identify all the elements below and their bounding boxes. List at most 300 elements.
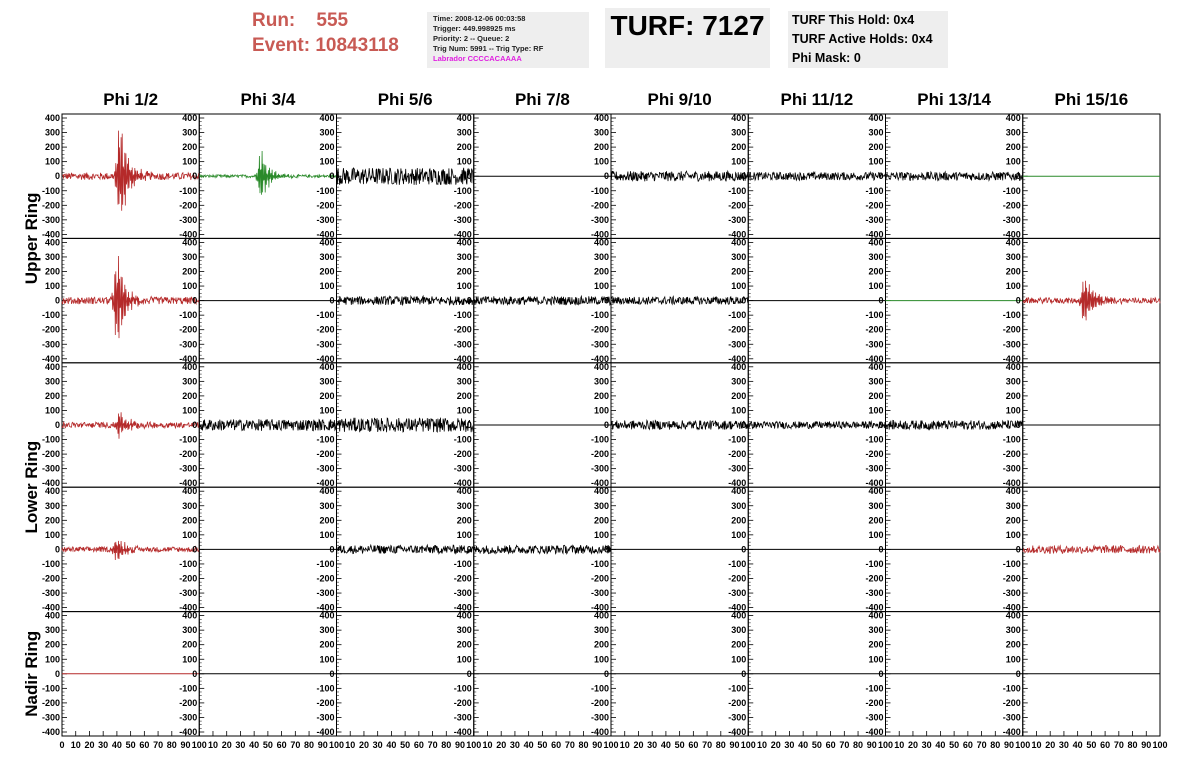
y-tick-label: -100 [41, 310, 60, 321]
waveform-trace [886, 420, 1023, 429]
y-tick-label: -200 [179, 449, 198, 460]
y-tick-label: -200 [41, 449, 60, 460]
y-tick-label: 100 [1005, 156, 1021, 167]
info-trignum: Trig Num: 5991 -- Trig Type: RF [433, 44, 544, 53]
turf-label: TURF: 7127 [610, 10, 765, 41]
y-tick-label: 200 [456, 639, 472, 650]
column-header: Phi 9/10 [647, 90, 712, 109]
y-tick-label: 0 [329, 544, 335, 555]
y-tick-label: -200 [865, 449, 884, 460]
y-tick-label: 400 [44, 113, 60, 123]
y-tick-label: -100 [590, 185, 609, 196]
x-tick-label: 80 [1127, 740, 1138, 750]
x-tick-label: 80 [715, 740, 726, 750]
column-header: Phi 11/12 [780, 90, 854, 109]
y-tick-label: -200 [590, 697, 609, 708]
y-tick-label: 0 [1015, 420, 1021, 430]
y-tick-label: 0 [1015, 544, 1021, 555]
y-tick-label: -400 [728, 229, 747, 240]
y-tick-label: 100 [182, 281, 198, 292]
y-tick-label: 400 [593, 237, 609, 248]
y-tick-label: -200 [316, 697, 335, 708]
y-tick-label: 100 [319, 654, 335, 665]
y-tick-label: 400 [868, 237, 884, 248]
y-tick-label: 300 [319, 500, 335, 511]
y-tick-label: 100 [731, 405, 747, 416]
x-tick-label: 90 [1141, 740, 1152, 750]
waveform-trace [337, 418, 474, 433]
y-tick-label: -300 [41, 339, 60, 350]
y-tick-label: -100 [453, 434, 472, 445]
y-tick-label: 200 [593, 515, 609, 526]
y-tick-label: 0 [329, 420, 335, 430]
y-tick-label: -200 [41, 200, 60, 211]
y-tick-label: -200 [316, 573, 335, 584]
y-tick-label: -400 [316, 478, 335, 489]
y-tick-label: -400 [453, 353, 472, 364]
x-tick-label: 40 [249, 740, 260, 750]
y-tick-label: -300 [316, 214, 335, 225]
y-tick-label: -400 [728, 478, 747, 489]
x-tick-label: 50 [949, 740, 960, 750]
x-tick-label: 60 [825, 740, 836, 750]
waveform-trace [611, 420, 748, 429]
y-tick-label: 300 [456, 625, 472, 636]
y-tick-label: -100 [865, 310, 884, 321]
x-tick-label: 30 [1058, 740, 1069, 750]
y-tick-label: 300 [319, 376, 335, 387]
y-tick-label: 300 [731, 251, 747, 262]
y-tick-label: 300 [456, 376, 472, 387]
y-tick-label: -100 [316, 683, 335, 694]
y-tick-label: 300 [44, 251, 60, 262]
y-tick-label: 400 [731, 113, 747, 123]
y-tick-label: 300 [868, 376, 884, 387]
y-tick-label: 100 [731, 529, 747, 540]
y-tick-label: 200 [319, 142, 335, 153]
y-tick-label: -100 [453, 185, 472, 196]
x-tick-label: 90 [592, 740, 603, 750]
waveform-trace [1023, 281, 1160, 321]
y-tick-label: -400 [41, 353, 60, 364]
y-tick-label: -300 [865, 712, 884, 723]
y-tick-label: -200 [453, 573, 472, 584]
y-tick-label: 200 [593, 639, 609, 650]
waveform-trace [611, 171, 748, 181]
y-tick-label: 200 [182, 142, 198, 153]
y-tick-label: -300 [1002, 588, 1021, 599]
y-tick-label: 300 [868, 500, 884, 511]
event-value: 10843118 [315, 35, 399, 56]
x-tick-label: 20 [1045, 740, 1056, 750]
y-tick-label: -100 [1002, 683, 1021, 694]
y-tick-label: -400 [179, 727, 198, 737]
y-tick-label: -300 [728, 214, 747, 225]
column-header: Phi 7/8 [514, 90, 570, 109]
y-tick-label: 400 [1005, 237, 1021, 248]
y-tick-label: 100 [456, 156, 472, 167]
y-tick-label: -300 [453, 214, 472, 225]
y-tick-label: -100 [728, 683, 747, 694]
y-tick-label: -100 [590, 434, 609, 445]
y-tick-label: -300 [865, 339, 884, 350]
y-tick-label: 0 [878, 420, 884, 430]
y-tick-label: 300 [44, 500, 60, 511]
y-tick-label: 100 [456, 529, 472, 540]
y-tick-label: 0 [54, 171, 60, 182]
y-tick-label: 200 [456, 266, 472, 277]
y-tick-label: 300 [456, 500, 472, 511]
y-tick-label: 0 [329, 668, 335, 679]
x-tick-label: 70 [153, 740, 164, 750]
y-tick-label: 0 [878, 544, 884, 555]
y-tick-label: 100 [44, 405, 60, 416]
y-tick-label: -100 [316, 185, 335, 196]
y-tick-label: -400 [865, 229, 884, 240]
y-tick-label: 200 [182, 266, 198, 277]
y-tick-label: -400 [316, 602, 335, 613]
y-tick-label: -200 [41, 324, 60, 335]
waveform-trace [199, 419, 336, 431]
y-tick-label: 100 [868, 281, 884, 292]
x-tick-label: 30 [235, 740, 246, 750]
y-tick-label: 200 [456, 390, 472, 401]
y-tick-label: -400 [728, 602, 747, 613]
ring-label: Upper Ring [22, 192, 41, 285]
column-header: Phi 15/16 [1054, 90, 1129, 109]
y-tick-label: 300 [319, 625, 335, 636]
y-tick-label: 400 [456, 486, 472, 497]
y-tick-label: 100 [182, 156, 198, 167]
y-tick-label: 300 [1005, 376, 1021, 387]
y-tick-label: 200 [1005, 266, 1021, 277]
y-tick-label: -200 [590, 200, 609, 211]
y-tick-label: 400 [868, 610, 884, 621]
y-tick-label: 200 [593, 266, 609, 277]
y-tick-label: 100 [593, 654, 609, 665]
column-header: Phi 1/2 [103, 90, 159, 109]
y-tick-label: -400 [1002, 727, 1021, 737]
y-tick-label: -100 [316, 558, 335, 569]
y-tick-label: -100 [41, 683, 60, 694]
x-tick-label: 60 [413, 740, 424, 750]
y-tick-label: -300 [728, 463, 747, 474]
y-tick-label: 200 [868, 639, 884, 650]
y-tick-label: -100 [179, 683, 198, 694]
y-tick-label: -100 [728, 434, 747, 445]
y-tick-label: -300 [41, 214, 60, 225]
y-tick-label: -200 [179, 324, 198, 335]
y-tick-label: -400 [453, 229, 472, 240]
y-tick-label: -400 [865, 478, 884, 489]
x-tick-label: 20 [496, 740, 507, 750]
y-tick-label: 100 [319, 281, 335, 292]
x-tick-label: 20 [770, 740, 781, 750]
x-tick-label: 80 [853, 740, 864, 750]
y-tick-label: 0 [466, 295, 472, 306]
y-tick-label: -400 [728, 353, 747, 364]
y-tick-label: 100 [593, 281, 609, 292]
y-tick-label: -400 [453, 478, 472, 489]
x-tick-label: 60 [551, 740, 562, 750]
y-tick-label: 300 [731, 127, 747, 138]
x-tick-label: 100 [877, 740, 894, 750]
x-tick-label: 50 [537, 740, 548, 750]
y-tick-label: -200 [590, 324, 609, 335]
y-tick-label: -100 [1002, 310, 1021, 321]
y-tick-label: 100 [456, 654, 472, 665]
waveform-trace [474, 296, 611, 305]
y-tick-label: 300 [319, 127, 335, 138]
y-tick-label: -100 [1002, 558, 1021, 569]
y-tick-label: -300 [453, 339, 472, 350]
y-tick-label: 0 [603, 420, 609, 430]
y-tick-label: -100 [41, 434, 60, 445]
y-tick-label: -100 [865, 558, 884, 569]
y-tick-label: 0 [1015, 295, 1021, 306]
y-tick-label: 400 [182, 361, 198, 372]
y-tick-label: -100 [1002, 185, 1021, 196]
y-tick-label: 100 [44, 156, 60, 167]
x-tick-label: 30 [647, 740, 658, 750]
y-tick-label: 200 [182, 639, 198, 650]
y-tick-label: -300 [453, 588, 472, 599]
y-tick-label: -200 [590, 573, 609, 584]
x-tick-label: 40 [798, 740, 809, 750]
y-tick-label: -100 [865, 434, 884, 445]
y-tick-label: -300 [41, 463, 60, 474]
y-tick-label: 200 [44, 142, 60, 153]
y-tick-label: -200 [316, 324, 335, 335]
x-tick-label: 10 [756, 740, 767, 750]
y-tick-label: 200 [182, 390, 198, 401]
y-tick-label: -200 [728, 200, 747, 211]
y-tick-label: -200 [316, 449, 335, 460]
y-tick-label: -100 [179, 310, 198, 321]
y-tick-label: -300 [728, 339, 747, 350]
y-tick-label: -200 [865, 324, 884, 335]
y-tick-label: 0 [741, 420, 747, 430]
y-tick-label: -300 [316, 463, 335, 474]
x-tick-label: 100 [603, 740, 619, 750]
y-tick-label: -300 [41, 712, 60, 723]
x-tick-label: 90 [1004, 740, 1015, 750]
waveform-trace [886, 172, 1023, 181]
y-tick-label: -100 [453, 558, 472, 569]
y-tick-label: 200 [731, 266, 747, 277]
y-tick-label: 400 [182, 237, 198, 248]
y-tick-label: -300 [728, 712, 747, 723]
y-tick-label: -300 [179, 712, 198, 723]
y-tick-label: -300 [865, 463, 884, 474]
y-tick-label: 300 [182, 376, 198, 387]
y-tick-label: -400 [590, 602, 609, 613]
y-tick-label: -400 [41, 229, 60, 240]
y-tick-label: 100 [44, 281, 60, 292]
x-tick-label: 90 [729, 740, 740, 750]
x-tick-label: 10 [894, 740, 905, 750]
y-tick-label: 200 [731, 639, 747, 650]
y-tick-label: 0 [603, 171, 609, 182]
y-tick-label: 400 [1005, 113, 1021, 123]
y-tick-label: 0 [192, 295, 198, 306]
y-tick-label: 200 [868, 515, 884, 526]
y-tick-label: -400 [316, 353, 335, 364]
y-tick-label: -100 [865, 185, 884, 196]
waveform-trace [1023, 545, 1160, 553]
y-tick-label: 0 [1015, 171, 1021, 182]
y-tick-label: 0 [878, 668, 884, 679]
y-tick-label: 400 [1005, 361, 1021, 372]
y-tick-label: 400 [456, 361, 472, 372]
y-tick-label: -300 [590, 214, 609, 225]
y-tick-label: 100 [593, 405, 609, 416]
y-tick-label: 200 [319, 390, 335, 401]
y-tick-label: 300 [593, 127, 609, 138]
y-tick-label: 0 [1015, 668, 1021, 679]
y-tick-label: -400 [41, 602, 60, 613]
x-tick-label: 40 [386, 740, 397, 750]
y-tick-label: -300 [316, 712, 335, 723]
y-tick-label: 400 [593, 610, 609, 621]
y-tick-label: 0 [741, 544, 747, 555]
y-tick-label: -100 [1002, 434, 1021, 445]
y-tick-label: 200 [731, 515, 747, 526]
y-tick-label: 400 [319, 486, 335, 497]
y-tick-label: -400 [590, 727, 609, 737]
y-tick-label: -400 [316, 229, 335, 240]
x-tick-label: 60 [962, 740, 973, 750]
x-tick-label: 70 [290, 740, 301, 750]
y-tick-label: 100 [868, 156, 884, 167]
x-tick-label: 80 [166, 740, 177, 750]
y-tick-label: 0 [466, 420, 472, 430]
y-tick-label: 300 [593, 500, 609, 511]
y-tick-label: 0 [741, 668, 747, 679]
y-tick-label: -200 [453, 697, 472, 708]
y-tick-label: 200 [593, 390, 609, 401]
y-tick-label: -100 [179, 434, 198, 445]
y-tick-label: 300 [182, 500, 198, 511]
y-tick-label: 400 [868, 113, 884, 123]
y-tick-label: 400 [44, 610, 60, 621]
y-tick-label: -300 [179, 588, 198, 599]
y-tick-label: 0 [192, 171, 198, 182]
waveform-trace [337, 168, 474, 185]
y-tick-label: 200 [319, 639, 335, 650]
x-tick-label: 60 [1100, 740, 1111, 750]
x-tick-label: 80 [304, 740, 315, 750]
y-tick-label: 200 [1005, 142, 1021, 153]
y-tick-label: 100 [319, 156, 335, 167]
y-tick-label: 0 [878, 171, 884, 182]
y-tick-label: 300 [319, 251, 335, 262]
y-tick-label: 400 [731, 610, 747, 621]
y-tick-label: 300 [593, 376, 609, 387]
y-tick-label: -100 [728, 310, 747, 321]
column-header: Phi 3/4 [240, 90, 296, 109]
y-tick-label: 100 [1005, 281, 1021, 292]
x-tick-label: 60 [276, 740, 287, 750]
y-tick-label: -200 [179, 697, 198, 708]
y-tick-label: -100 [728, 558, 747, 569]
waveform-trace [337, 545, 474, 554]
y-tick-label: 0 [54, 420, 60, 430]
y-tick-label: -300 [316, 588, 335, 599]
phi-mask: Phi Mask: 0 [792, 51, 861, 65]
y-tick-label: 100 [593, 156, 609, 167]
y-tick-label: 400 [868, 486, 884, 497]
x-tick-label: 70 [1113, 740, 1124, 750]
ring-label: Lower Ring [22, 440, 41, 534]
y-tick-label: 400 [593, 361, 609, 372]
y-tick-label: -100 [590, 558, 609, 569]
y-tick-label: -400 [590, 229, 609, 240]
y-tick-label: 300 [731, 376, 747, 387]
y-tick-label: 100 [456, 405, 472, 416]
y-tick-label: 200 [44, 266, 60, 277]
y-tick-label: 100 [44, 654, 60, 665]
y-tick-label: 400 [868, 361, 884, 372]
y-tick-label: 0 [741, 171, 747, 182]
y-tick-label: -200 [1002, 200, 1021, 211]
x-tick-label: 80 [578, 740, 589, 750]
y-tick-label: 200 [868, 390, 884, 401]
x-tick-label: 20 [907, 740, 918, 750]
x-tick-label: 20 [221, 740, 232, 750]
y-tick-label: -300 [865, 214, 884, 225]
y-tick-label: 300 [731, 500, 747, 511]
y-tick-label: 300 [1005, 625, 1021, 636]
y-tick-label: -400 [41, 727, 60, 737]
y-tick-label: 200 [44, 515, 60, 526]
y-tick-label: 100 [731, 156, 747, 167]
y-tick-label: 400 [182, 610, 198, 621]
y-tick-label: -300 [41, 588, 60, 599]
y-tick-label: 0 [603, 544, 609, 555]
y-tick-label: 300 [456, 127, 472, 138]
y-tick-label: 100 [868, 654, 884, 665]
y-tick-label: 100 [731, 654, 747, 665]
x-tick-label: 70 [564, 740, 575, 750]
x-tick-label: 90 [455, 740, 466, 750]
y-tick-label: -100 [179, 185, 198, 196]
y-tick-label: 300 [593, 251, 609, 262]
y-tick-label: 400 [1005, 610, 1021, 621]
y-tick-label: 0 [54, 295, 60, 306]
y-tick-label: -100 [728, 185, 747, 196]
y-tick-label: 400 [593, 486, 609, 497]
y-tick-label: -200 [1002, 573, 1021, 584]
y-tick-label: 400 [456, 113, 472, 123]
y-tick-label: 0 [603, 295, 609, 306]
x-tick-label: 100 [191, 740, 207, 750]
y-tick-label: -300 [728, 588, 747, 599]
y-tick-label: 300 [1005, 500, 1021, 511]
x-tick-label: 10 [70, 740, 81, 750]
y-tick-label: 200 [1005, 515, 1021, 526]
y-tick-label: 0 [192, 420, 198, 430]
info-trigger: Trigger: 449.998925 ms [433, 24, 516, 33]
x-tick-label: 20 [358, 740, 369, 750]
y-tick-label: 200 [731, 142, 747, 153]
y-tick-label: 100 [182, 405, 198, 416]
y-tick-label: 200 [1005, 639, 1021, 650]
y-tick-label: 200 [593, 142, 609, 153]
x-tick-label: 70 [976, 740, 987, 750]
y-tick-label: 400 [731, 237, 747, 248]
y-tick-label: -400 [453, 727, 472, 737]
